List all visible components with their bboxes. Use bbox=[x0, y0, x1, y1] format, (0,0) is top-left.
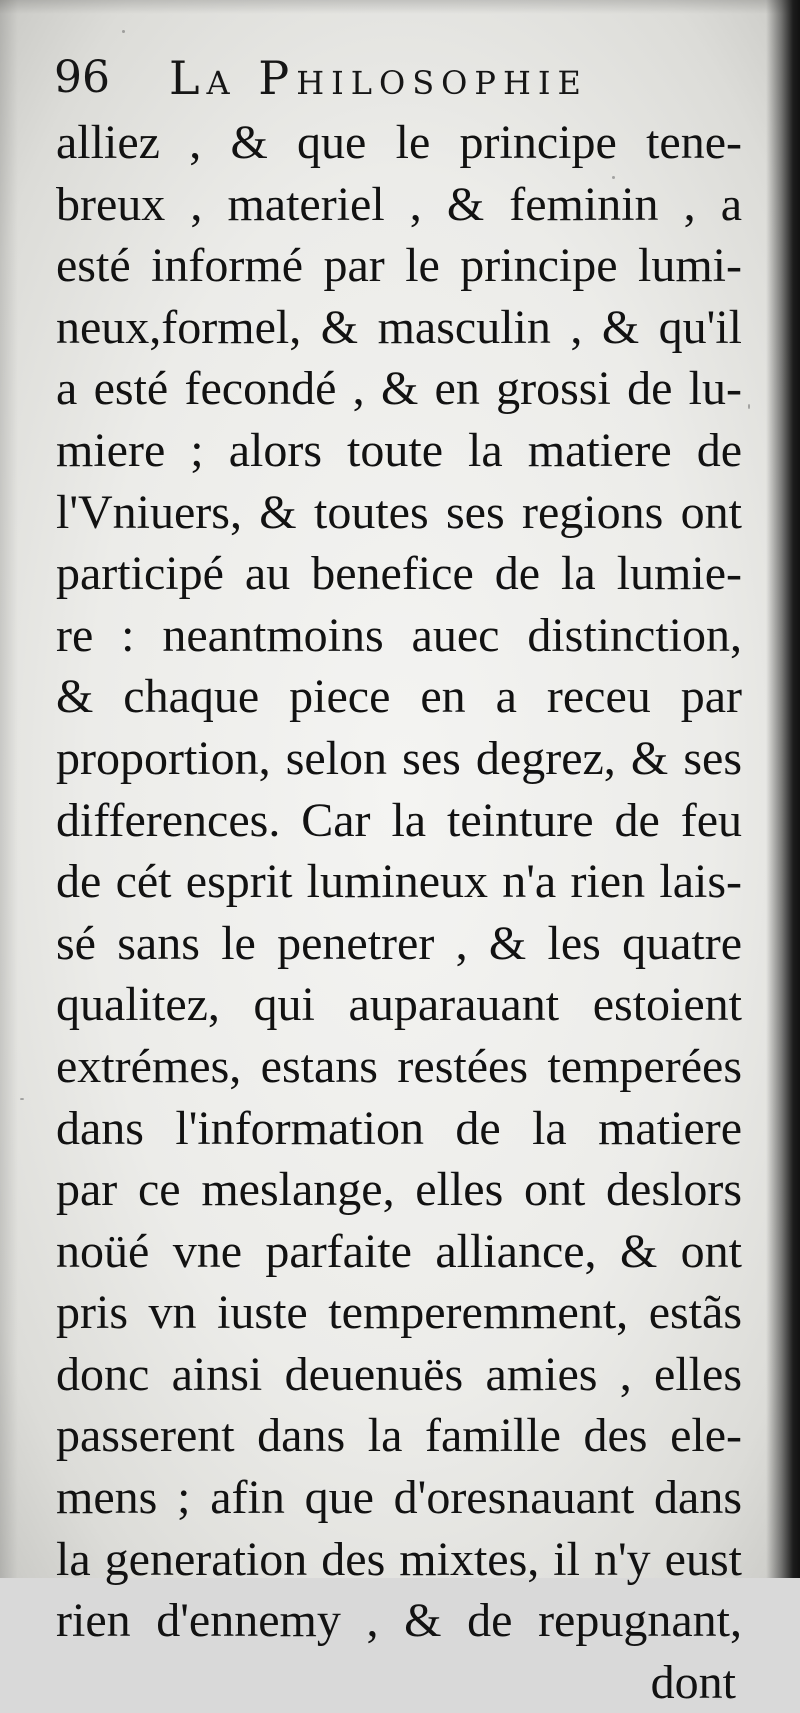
page-number: 96 bbox=[54, 52, 110, 103]
paper-speck bbox=[20, 1098, 24, 1100]
binding-shadow bbox=[766, 0, 800, 1578]
text-line: a esté fecondé , & en grossi de lu- bbox=[56, 362, 742, 416]
text-line: & chaque piece en a receu par bbox=[56, 670, 742, 724]
text-line: mens ; afin que d'oresnauant dans bbox=[56, 1471, 742, 1525]
text-line: par ce meslange, elles ont deslors bbox=[56, 1163, 742, 1217]
text-line: participé au benefice de la lumie- bbox=[56, 547, 742, 601]
text-line: pris vn iuste temperemment, estãs bbox=[56, 1286, 742, 1340]
page-top-shadow bbox=[0, 0, 800, 14]
text-line: miere ; alors toute la matiere de bbox=[56, 423, 742, 477]
text-line: qualitez, qui auparauant estoient bbox=[56, 978, 742, 1032]
running-head bbox=[54, 46, 754, 108]
text-line: dans l'information de la matiere bbox=[56, 1101, 742, 1155]
text-line: noüé vne parfaite alliance, & ont bbox=[56, 1224, 742, 1278]
text-line: de cét esprit lumineux n'a rien lais- bbox=[56, 855, 742, 909]
text-line: re : neantmoins auec distinction, bbox=[56, 608, 742, 662]
text-line: extrémes, estans restées temperées bbox=[56, 1039, 742, 1093]
body-text bbox=[56, 112, 742, 1713]
text-line: l'Vniuers, & toutes ses regions ont bbox=[56, 485, 742, 539]
text-line: neux,formel, & masculin , & qu'il bbox=[56, 300, 742, 354]
text-line: la generation des mixtes, il n'y eust bbox=[56, 1532, 742, 1586]
page-left-shadow bbox=[0, 0, 18, 1578]
paper-speck bbox=[748, 404, 750, 409]
text-line: dont bbox=[650, 1655, 736, 1709]
text-line: donc ainsi deuenuës amies , elles bbox=[56, 1347, 742, 1401]
text-line: differences. Car la teinture de feu bbox=[56, 793, 742, 847]
text-line: proportion, selon ses degrez, & ses bbox=[56, 731, 742, 785]
text-line: rien d'ennemy , & de repugnant, bbox=[56, 1594, 742, 1648]
text-line: esté informé par le principe lumi- bbox=[56, 239, 742, 293]
text-line: breux , materiel , & feminin , a bbox=[56, 177, 742, 231]
paper-speck bbox=[122, 30, 125, 33]
running-title: La Philosophie bbox=[169, 51, 588, 105]
text-line: alliez , & que le principe tene- bbox=[56, 116, 742, 169]
text-line: sé sans le penetrer , & les quatre bbox=[56, 916, 742, 970]
text-line: passerent dans la famille des ele- bbox=[56, 1409, 742, 1463]
